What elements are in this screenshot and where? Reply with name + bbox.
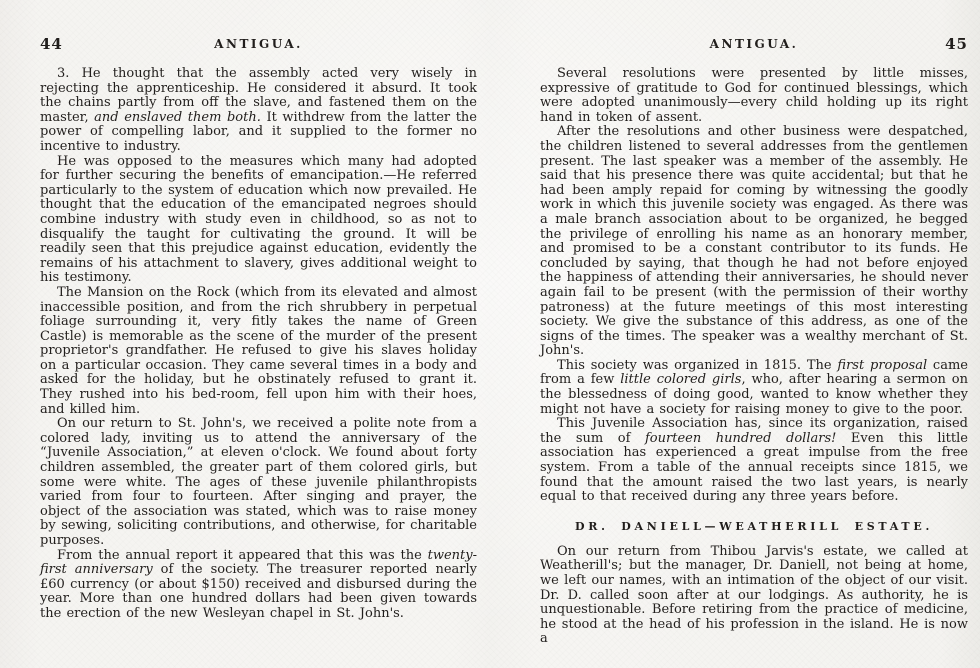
italic-text: first proposal [837, 357, 928, 373]
text-segment: This society was organized in 1815. The [557, 357, 838, 373]
left-page [40, 0, 477, 622]
right-page-body-bottom [540, 545, 968, 647]
text-segment: The Mansion on the Rock (which from its elevated and almost inaccessible position, and from the rich shrubbery in perpetual foliage surrounding it, very fitly takes the name of Green Castle) is memorable as the scene of the murder of the present proprietor's grandfather. He refused to give his slaves holiday on a particular occasion. They came several times in a body and asked for the holiday, but he obstinately refused to grant it. They rushed into his bed-room, fell upon him with their hoes, and killed him. [40, 284, 477, 417]
italic-text: twenty-first anniversary [40, 547, 477, 578]
text-segment: It withdrew from the latter the power of compelling labor, and it supplied to the former no incentive to industry. [40, 109, 477, 154]
paragraph [540, 125, 968, 359]
page-number-right: 45 [945, 35, 968, 53]
right-page-header [540, 37, 968, 55]
italic-text: little colored girls [620, 372, 742, 388]
page-number-left: 44 [40, 35, 63, 53]
text-segment: , who, after hearing a sermon on the blessedness of doing good, wanted to know whether they might not have a society for raising money to give to the poor. [540, 372, 968, 417]
paragraph [40, 155, 477, 286]
text-segment: He was opposed to the measures which many had adopted for further securing the benefits of emancipation.—He referred particularly to the system of education which now prevailed. He thought that the education of the emancipated negroes should combine industry with study even in childhood, so as not to disqualify the taught for cultivating the ground. It will be readily seen that this prejudice against education, evidently the remains of his attachment to slavery, gives additional weight to his testimony. [40, 153, 477, 286]
text-segment: 3. He thought that the assembly acted very wisely in rejecting the apprenticeship. He considered it absurd. It took the chains partly from off the slave, and fastened them on the master, [40, 66, 477, 125]
right-page [540, 0, 968, 647]
left-page-header [40, 37, 477, 55]
text-segment: On our return to St. John's, we received a polite note from a colored lady, inviting us to attend the anniversary of the “Juvenile Association,” at eleven o'clock. We found about forty children assembled, the greater part of them colored girls, but some were white. The ages of these juvenile philanthropists varied from four to fourteen. After singing and prayer, the object of the association was stated, which was to raise money by sewing, soliciting contributions, and otherwise, for charitable purposes. [40, 416, 477, 548]
text-segment: This Juvenile Association has, since its organization, raised the sum of [540, 416, 968, 446]
right-page-body-top [540, 67, 968, 505]
text-segment: of the society. The treasurer reported nearly £60 currency (or about $150) received and disbursed during the year. More than one hundred dollars had been given towards the erection of the new Wesleyan chapel in St. John's. [40, 562, 477, 621]
italic-text: and enslaved them both. [94, 109, 261, 125]
running-header-left: ANTIGUA. [214, 37, 303, 51]
paragraph [540, 359, 968, 417]
paragraph [40, 417, 477, 548]
paragraph [540, 67, 968, 125]
left-page-body [40, 67, 477, 622]
text-segment: Even this little association has experienced a great impulse from the free system. From a table of the annual receipts since 1815, we found that the amount raised the two last years, is nearly equal to that received during any three years before. [540, 430, 968, 505]
section-heading: DR. DANIELL—WEATHERILL ESTATE. [574, 519, 934, 533]
text-segment: came from a few [540, 357, 968, 388]
text-segment: On our return from Thibou Jarvis's estate, we called at Weatherill's; but the manager, Dr. Daniell, not being at home, we left our names, with an intimation of the object of our visit. Dr. D. called soon after at our lodgings. As authority, he is unquestionable. Before retiring from the practice of medicine, he stood at the head of his profession in the island. He is now a [540, 543, 968, 647]
italic-text: fourteen hundred dollars! [645, 430, 837, 446]
paragraph [40, 286, 477, 417]
text-segment: Several resolutions were presented by little misses, expressive of gratitude to God for continued blessings, which were adopted unanimously—every child holding up its right hand in token of assent. [540, 66, 968, 125]
paragraph [540, 545, 968, 647]
paragraph [40, 67, 477, 155]
text-segment: After the resolutions and other business were despatched, the children listened to several addresses from the gentlemen present. The last speaker was a member of the assembly. He said that his presence there was quite accidental; but that he had been amply repaid for coming by witnessing the goodly work in which this juvenile society was engaged. As there was a male branch association about to be organized, he begged the privilege of enrolling his name as an honorary member, and promised to be a constant contributor to its funds. He concluded by saying, that though he had not before enjoyed the happiness of attending their anniversaries, he should never again fail to be present (with the permission of their worthy patroness) at the future meetings of this most interesting society. We give the substance of this address, as one of the signs of the times. The speaker was a wealthy merchant of St. John's. [540, 124, 968, 359]
running-header-right: ANTIGUA. [709, 37, 799, 51]
paragraph [40, 549, 477, 622]
paragraph [540, 417, 968, 505]
text-segment: From the annual report it appeared that this was the [57, 547, 428, 563]
